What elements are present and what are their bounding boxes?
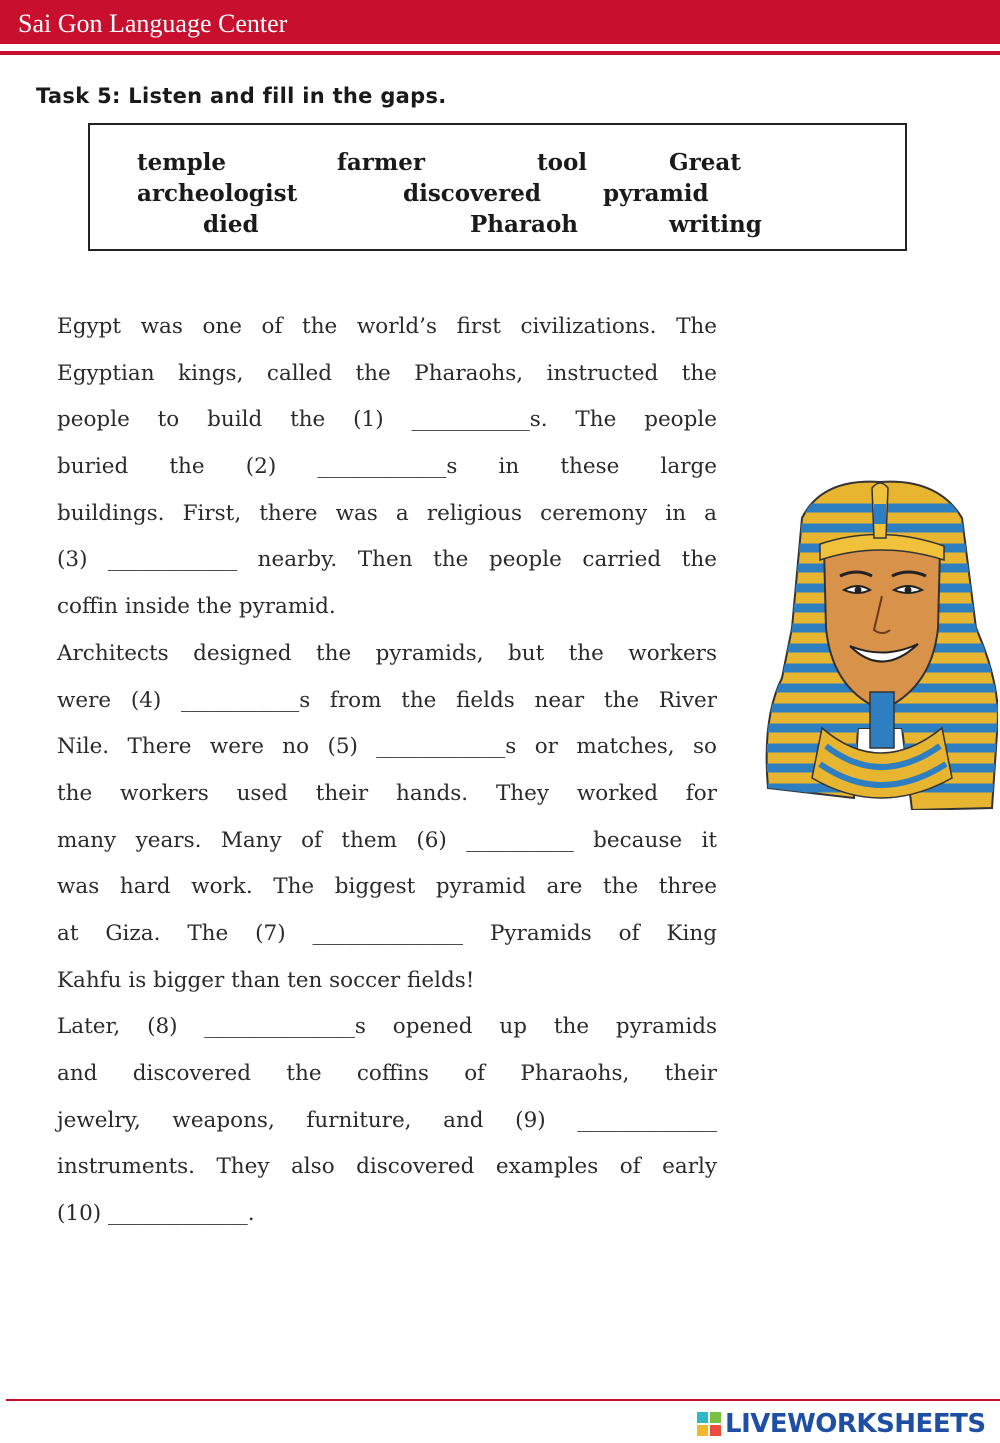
passage-line: and discovered the coffins of Pharaohs, their (57, 1061, 717, 1086)
passage-line: the workers used their hands. They worked for (57, 780, 717, 806)
word-bank-item: temple (137, 149, 227, 176)
passage-line: at Giza. The (7) ______________ Pyramids of King (57, 920, 717, 946)
passage-line: Nile. There were no (5) ____________s or matches, so (57, 734, 717, 760)
reading-passage (57, 304, 717, 1238)
liveworksheets-logo-icon (697, 1412, 721, 1436)
word-bank-item: tool (537, 149, 588, 176)
task-title: Task 5: Listen and fill in the gaps. (36, 84, 447, 108)
pharaoh-illustration (762, 478, 998, 810)
header-title: Sai Gon Language Center (18, 9, 288, 38)
passage-line: many years. Many of them (6) __________ because it (57, 827, 717, 853)
word-bank-item: Great (669, 149, 741, 176)
passage-line: instruments. They also discovered examples of early (57, 1154, 717, 1180)
word-bank-item: pyramid (603, 180, 709, 207)
passage-line: buried the (2) ____________s in these large (57, 454, 717, 480)
word-bank-box (88, 123, 907, 251)
passage-line: people to build the (1) ___________s. The people (57, 407, 717, 433)
passage-line: coffin inside the pyramid. (57, 594, 336, 620)
word-bank-item: discovered (403, 180, 541, 207)
passage-line: were (4) ___________s from the fields near the River (57, 687, 717, 713)
liveworksheets-brand: LIVEWORKSHEETS (725, 1409, 986, 1439)
header-bar (0, 0, 1000, 44)
passage-line: Egypt was one of the world’s first civilizations. The (57, 314, 717, 339)
passage-line: Later, (8) ______________s opened up the pyramids (57, 1014, 717, 1040)
word-bank-item: Pharaoh (470, 211, 579, 238)
passage-line: Kahfu is bigger than ten soccer fields! (57, 967, 475, 993)
footer-divider (6, 1399, 1000, 1401)
passage-line: buildings. First, there was a religious ceremony in a (57, 500, 717, 526)
header-divider (0, 51, 1000, 55)
passage-line: Egyptian kings, called the Pharaohs, instructed the (57, 360, 717, 386)
passage-line: (10) _____________. (57, 1201, 255, 1227)
word-bank-item: farmer (337, 149, 426, 176)
word-bank-item: writing (669, 211, 762, 238)
passage-line: Architects designed the pyramids, but the workers (57, 640, 717, 666)
liveworksheets-logo (697, 1409, 986, 1439)
word-bank-item: died (203, 211, 259, 238)
passage-line: (3) ____________ nearby. Then the people carried the (57, 547, 717, 573)
word-bank-item: archeologist (137, 180, 298, 207)
passage-line: jewelry, weapons, furniture, and (9) _____________ (57, 1107, 717, 1133)
passage-line: was hard work. The biggest pyramid are the three (57, 874, 717, 900)
